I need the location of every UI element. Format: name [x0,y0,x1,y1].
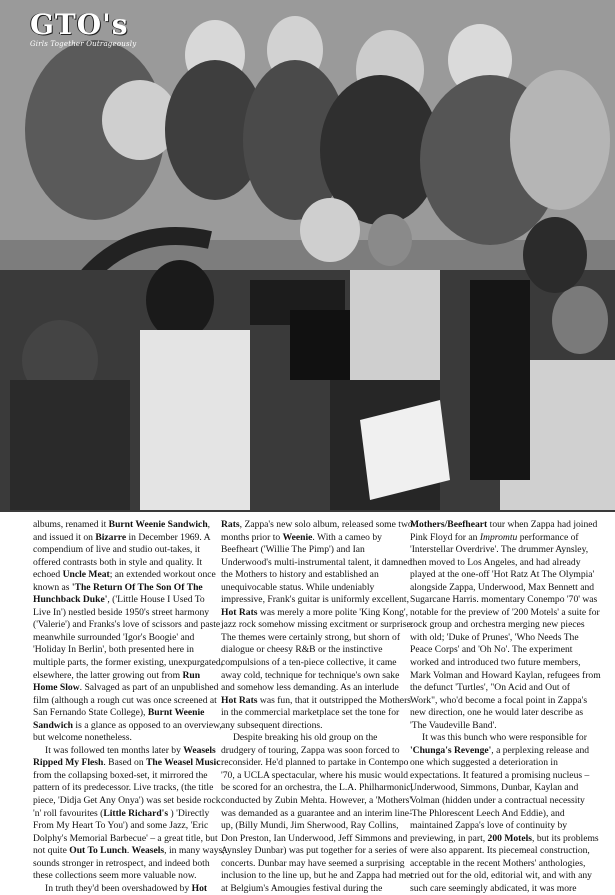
text-line [33,870,213,883]
article-column-2 [221,519,414,895]
text-line [33,657,224,670]
text-run: Underwood's multi-instrumental talent, it damned [221,556,413,568]
bold-run: Burnt Weenie Sandwich [108,519,208,530]
bold-run: Hunchback Duke' [33,594,108,606]
text-line [221,582,401,595]
text-run: offered contrasts both in style and quality. It [33,556,203,568]
bold-run: Ripped My Flesh [33,757,104,769]
text-line [33,858,213,871]
text-run: compulsions of a ten-piece collective, it came [221,657,397,669]
text-run: in the commercial marketplace set the tone for [221,707,400,719]
text-run: elsewhere, the latter growing out from [33,669,183,681]
text-run: , a perplexing release and [491,744,590,756]
text-run: away cold, technique for technique's own sake [221,669,400,681]
text-line [33,707,213,720]
text-line [33,820,213,833]
bold-run: Weasels [183,744,216,756]
text-run: multiple parts, the former existing, unexpurgated, [33,657,224,669]
text-line [410,795,590,808]
text-line [33,569,216,582]
text-run: performance of [517,531,579,543]
text-run: were also apparent. Its piecemeal construction, [410,845,590,857]
text-run: previewing, in part, [410,832,488,844]
text-run: . With a cameo by [312,531,382,543]
text-run: . Based on [103,757,147,769]
text-run: 'Holiday In Berlin', both presented here in [33,644,194,656]
text-run: any subsequent directions. [221,719,323,731]
text-run: Sugarcane Harris. momentary Conempo '70' was [410,594,598,606]
text-line [221,619,414,632]
text-line [410,808,590,821]
text-line [33,795,221,808]
text-run: pattern of its predecessor. Live tracks, (the title [33,782,214,794]
text-run: dialogue or cheesy R&B or the instinctive [221,644,383,656]
text-run: , in many ways, [164,845,225,857]
text-run: Pink Floyd for an [410,531,480,543]
text-run: unequivocable status. While undeniably [221,581,375,593]
text-line [410,757,590,770]
text-run: cried out for the old, editorial wit, and with any [410,870,592,882]
text-line [33,607,213,620]
text-run: was demanded as a guarantee and an interim line- [221,807,413,819]
bold-run: Mothers/Beefheart [410,519,488,530]
text-run: was merely a more polite 'King Kong', [257,606,409,618]
text-run: ('Valerie') and Franks's love of scissors and paste [33,619,221,631]
text-line [410,858,590,871]
text-run: 'n' roll favourites ( [33,807,104,819]
text-line [221,857,405,871]
text-run: Mark Volman and Howard Kaylan, refugees from [410,669,601,681]
text-line [410,720,590,733]
text-run: played at the one-off 'Hot Ratz At The Olympia' [410,569,595,581]
text-run: such care seemingly abdicated, it was more [410,882,577,894]
text-run: , but its problems [532,832,599,844]
text-run: maintained Zappa's love of continuity by [410,820,568,832]
text-line [221,632,401,645]
text-run: Peace Corps' and 'Oh No'. The experiment [410,644,573,656]
text-run: compendium of live and studio out-takes, it [33,544,201,556]
bold-run: Home Slow [33,682,80,694]
gtos-logo [30,10,140,49]
text-line [410,594,598,607]
text-run: , Zappa's new solo album, released some two [239,519,413,530]
text-run: known as [33,581,72,593]
text-run: conducted by Zubin Mehta. However, a 'Mothers' [221,795,412,807]
text-run: 'The Vaudeville Band'. [410,719,497,731]
article-column-3 [410,519,601,895]
text-run: tour when Zappa had joined [487,519,598,530]
text-line [221,820,401,833]
text-line [410,682,590,695]
text-run: Don Preston, Ian Underwood, Jeff Simmons and [221,832,408,844]
text-run: is a glance as opposed to an overview, [73,719,222,731]
bold-run: 200 Motels [487,832,533,844]
text-run: Live In') nestled beside 1950's street harmony [33,606,210,618]
text-run: . [126,845,132,857]
text-line [33,845,225,858]
text-run: reconsider. He'd planned to partake in Contempo [221,757,409,769]
bold-run: Little Richard's [103,807,169,819]
text-line [221,556,413,570]
text-line [33,770,213,783]
text-run: , ('Little House I Used To [107,594,205,606]
text-run: and somehow less demanding. As an interlude [221,682,399,694]
bold-run: Weasels [131,845,165,857]
text-line [33,532,213,545]
text-line [221,795,412,808]
text-line [410,870,590,883]
bold-run: Out To Lunch [69,845,127,857]
text-run: . Salvaged as part of an unpublished [79,682,219,694]
text-run: Despite breaking his old group on the [233,732,378,744]
text-line [221,532,401,545]
text-line [33,832,218,846]
text-line [410,820,590,833]
text-run: acceptable in the recent Mothers' anthologies, [410,857,586,869]
text-run: In truth they'd been overshadowed by [45,882,192,894]
text-run: echoed [33,569,63,581]
bold-run: 'Chunga's Revenge' [410,744,492,756]
bold-run: Run [182,669,201,681]
text-run: in December 1969. A [126,531,211,543]
text-run: one which suggested a deterioration in [410,757,558,769]
text-run: not quite [33,845,70,857]
text-line [33,594,213,607]
bold-run: Weenie [282,531,313,543]
text-line [33,582,213,595]
text-line [221,569,401,582]
text-line [33,557,213,570]
text-line [33,744,216,758]
text-line [33,632,213,645]
text-line [410,644,590,657]
text-run: worked and introduced two future members, [410,657,581,669]
text-line [221,519,413,532]
text-line [221,720,401,733]
text-run: up, (Billy Mundi, Jim Sherwood, Ray Collins, [221,820,399,832]
text-line [221,682,401,695]
text-run: 'The Phlorescent Leech And Eddie), and [410,807,565,819]
text-run: '70, a UCLA spectacular, where his music would [221,769,409,781]
logo-subtitle: Girls Together Outrageously [30,40,137,48]
text-run: and issued it on [33,531,96,543]
text-run: with old; 'Duke of Prunes', 'Who Needs The [410,631,579,643]
text-line [410,519,598,532]
text-run: Beefheart ('Willie The Pimp') and Ian [221,544,365,556]
text-run: inclusion to the line up, but he and Zappa had met [221,870,414,882]
text-line [410,632,590,645]
text-line [221,707,401,720]
text-line [221,606,409,620]
text-run: but welcome nonetheless. [33,732,132,744]
text-run: Dolphy's Memorial Barbecue' – a great title, but [33,832,218,844]
text-line [410,732,590,745]
text-run: From My Heart To You') and some Jazz, 'Eric [33,820,209,832]
bold-run: Burnt Weenie [147,707,205,719]
text-line [33,719,222,733]
text-run: piece, 'Didja Get Any Onya') was set beside rock [33,795,221,807]
text-run: Aynsley Dunbar) was put together for a series of [221,845,408,857]
text-line [33,670,213,683]
bold-run: Rats [221,519,240,530]
text-line [410,770,590,783]
text-line [33,544,213,557]
text-line [221,670,401,683]
text-run: It was followed ten months later by [45,744,184,756]
text-line [410,657,590,670]
text-run: film (although a rough cut was once screened at [33,694,217,706]
bold-run: Uncle Meat [62,569,110,581]
text-line [221,745,401,758]
text-line [410,581,595,595]
text-line [33,519,213,532]
bold-run: Hot [191,882,208,894]
text-line [410,845,590,858]
text-line [33,619,221,632]
text-line [33,782,213,795]
text-line [33,732,213,745]
text-line [410,606,600,620]
text-line [410,532,590,545]
text-line [410,832,599,846]
bold-run: 'The Return Of The Son Of The [71,581,203,593]
text-run: meanwhile surrounded 'Igor's Boogie' and [33,631,195,643]
bold-run: Bizarre [95,531,127,543]
bold-run: Hot Rats [221,606,258,618]
text-run: , [207,519,211,530]
bold-run: Sandwich [33,719,73,731]
text-run: The themes were certainly strong, but shorn of [221,631,401,643]
text-run: was fun, that it outstripped the Mothers [257,694,411,706]
text-run: be scored for an orchestra, the L.A. Philharmonic, [221,782,414,794]
text-run: It was this bunch who were responsible for [422,732,587,744]
text-line [221,657,401,670]
text-run: new direction, one he would later describe as [410,707,584,719]
text-line [221,594,409,607]
text-run: ; an extended workout once [109,569,216,581]
text-run: 'Interstellar Overdrive'. The drummer Aynsley, [410,544,589,556]
text-line [221,870,414,883]
logo-title: GTO's [30,8,129,41]
bold-run: Hot Rats [221,694,258,706]
text-run: ) 'Directly [168,807,210,819]
text-line [410,883,590,895]
text-line [33,757,221,770]
text-run: alongside Zappa, Underwood, Max Bennett and [410,581,595,593]
text-line [221,544,401,557]
text-run: Work", who'd become a focal point in Zappa's [410,694,588,706]
text-run: albums, renamed it [33,519,109,530]
text-line [410,557,590,570]
italic-run: Impromtu [479,531,518,543]
text-run: drudgery of touring, Zappa was soon forced to [221,744,400,756]
text-run: the Mothers to history and established an [221,569,379,581]
text-line [221,883,401,895]
text-line [221,807,413,821]
text-line [33,644,213,657]
text-line [410,707,590,720]
text-line [33,682,219,695]
text-run: expectations. It featured a promising nucleus – [410,769,590,781]
text-line [410,619,590,632]
text-line [410,544,590,557]
text-run: concerts. Dunbar may have seemed a surprising [221,857,405,869]
text-run: San Fernando State College), [33,707,148,719]
text-line [221,694,411,708]
text-run: sounds stronger in retrospect, and indeed both [33,857,210,869]
text-line [221,757,409,770]
text-run: at Belgium's Amougies festival during the [221,882,383,894]
text-run: then moved to Los Angeles, and had already [410,556,581,568]
text-line [410,569,595,582]
text-line [33,694,217,708]
text-run: from the collapsing boxed-set, it mirrored the [33,769,208,781]
text-line [410,695,590,708]
text-run: these collections seem more valuable now. [33,870,197,882]
text-line [221,769,409,783]
text-run: months prior to [221,531,283,543]
text-run: the defunct 'Turtles', "On Acid and Out of [410,682,570,694]
text-line [221,732,401,745]
text-line [221,845,408,858]
text-run: rock group and orchestra merging new pieces [410,619,585,631]
text-line [410,669,601,683]
text-line [410,782,590,795]
text-run: impressive, Frank's guitar is uniformly excellent, [221,594,409,606]
text-line [33,883,213,895]
bold-run: The Weasel Music [146,757,221,769]
text-line [221,832,408,846]
text-line [221,782,414,795]
text-run: Volman (hidden under a contractual necessity [410,795,585,807]
text-line [410,745,590,758]
article-column-1 [33,519,225,895]
text-run: notable for the preview of '200 Motels' a suite for [410,606,600,618]
text-run: jazz rock somehow missing excitment or surprise. [221,619,414,631]
text-line [221,644,401,657]
text-run: Underwood, Simmons, Dunbar, Kaylan and [410,782,579,794]
text-line [33,808,213,821]
